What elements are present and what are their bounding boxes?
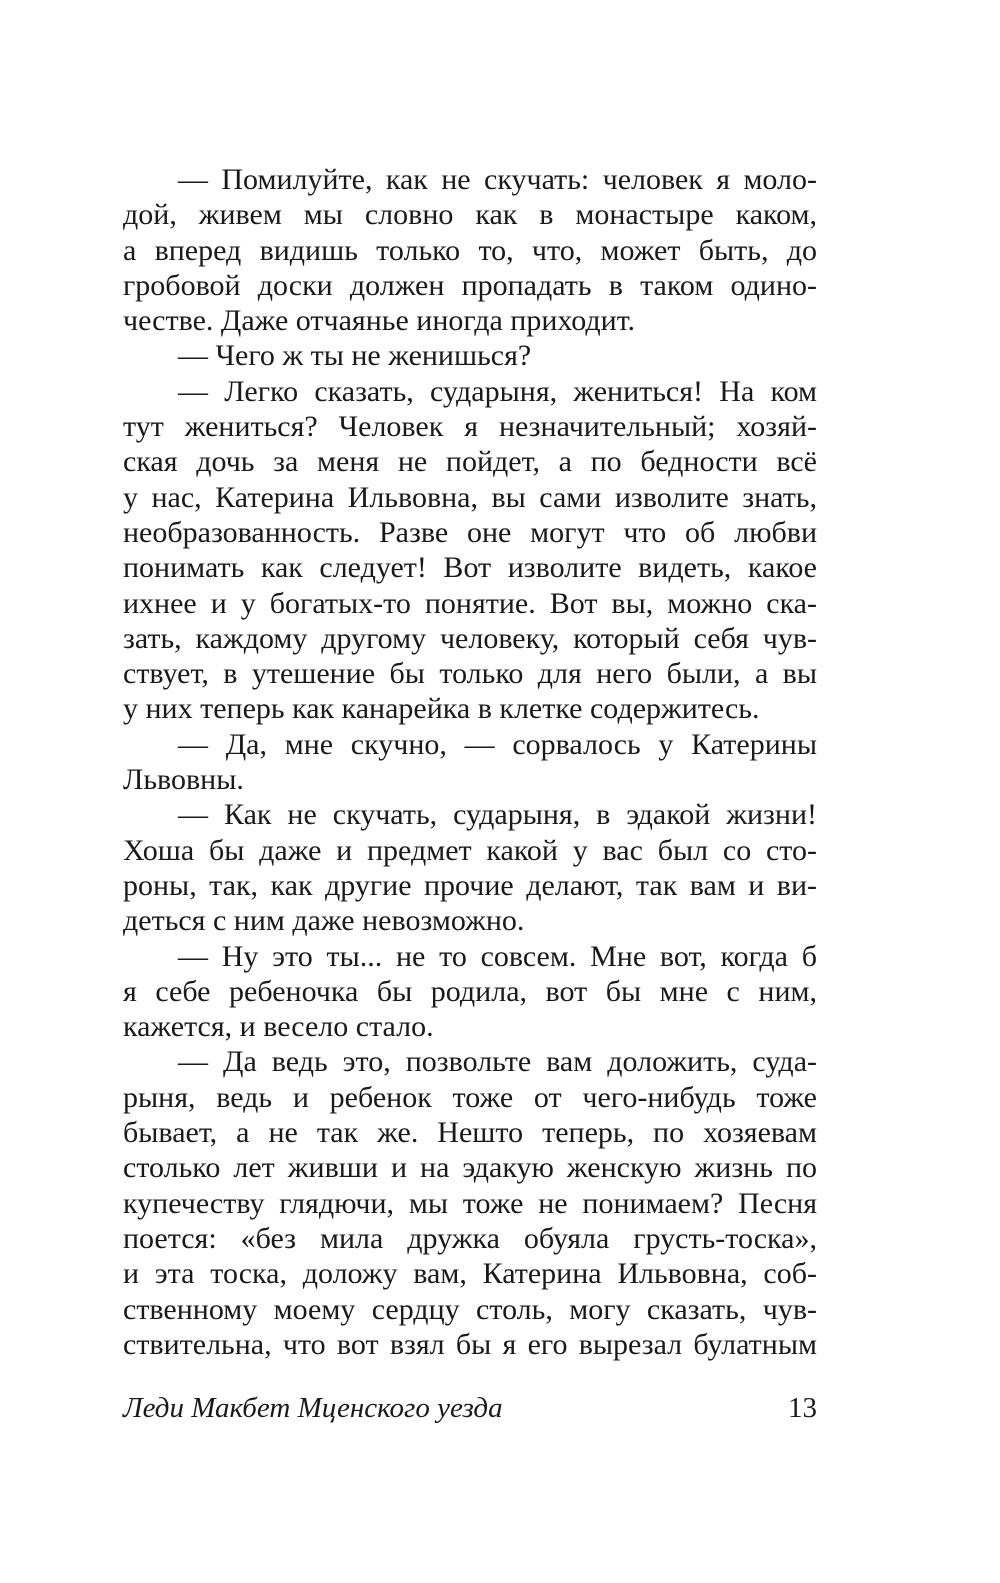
text-line: купечеству глядючи, мы тоже не понимаем? Песня <box>123 1186 817 1220</box>
text-line: кажется, и весело стало. <box>123 1010 434 1044</box>
text-line: бывает, а не так же. Нешто теперь, по хозяевам <box>123 1116 817 1150</box>
text-line: у нас, Катерина Ильвовна, вы сами изволите знать, <box>123 480 817 514</box>
text-line: честве. Даже отчаянье иногда приходит. <box>123 304 636 338</box>
text-line: я себе ребеночка бы родила, вот бы мне с ним, <box>123 974 817 1008</box>
text-line: ствует, в утешение бы только для него были, а вы <box>123 657 817 691</box>
text-line: — Легко сказать, сударыня, жениться! На ком <box>178 374 817 408</box>
text-line: ственному моему сердцу столь, могу сказать, чув- <box>123 1292 817 1326</box>
page-number: 13 <box>788 1392 817 1424</box>
text-line: у них теперь как канарейка в клетке содержитесь. <box>123 692 760 726</box>
text-line: — Ну это ты... не то совсем. Мне вот, когда б <box>178 939 817 973</box>
page-body <box>123 162 817 1362</box>
text-line: зать, каждому другому человеку, который себя чув- <box>123 621 817 655</box>
text-line: Львовны. <box>123 763 244 797</box>
text-line: Хоша бы даже и предмет какой у вас был со сто- <box>123 833 817 867</box>
text-line: — Да ведь это, позвольте вам доложить, суда- <box>178 1045 817 1079</box>
text-line: — Помилуйте, как не скучать: человек я моло- <box>178 163 817 196</box>
text-line: тут жениться? Человек я незначительный; хозяй- <box>123 410 817 444</box>
text-line: ская дочь за меня не пойдет, а по бедности всё <box>123 445 817 479</box>
text-line: — Да, мне скучно, — сорвалось у Катерины <box>178 727 817 761</box>
text-line: гробовой доски должен пропадать в таком одино- <box>123 268 817 302</box>
text-line: роны, так, как другие прочие делают, так вам и ви- <box>123 868 817 902</box>
text-line: а вперед видишь только то, что, может быть, до <box>123 233 817 267</box>
text-line: — Чего ж ты не женишься? <box>178 339 532 373</box>
text-line: дой, живем мы словно как в монастыре каком, <box>123 198 817 232</box>
text-line: — Как не скучать, сударыня, в эдакой жизни! <box>178 798 817 832</box>
text-line: ствительна, что вот взял бы я его вырезал булатным <box>123 1327 817 1361</box>
text-line: понимать как следует! Вот изволите видеть, какое <box>123 551 817 585</box>
text-line: необразованность. Разве оне могут что об любви <box>123 515 817 549</box>
text-line: поется: «без мила дружка обуяла грусть-тоска», <box>123 1221 817 1255</box>
page-footer <box>123 1388 817 1428</box>
text-line: и эта тоска, доложу вам, Катерина Ильвовна, соб- <box>123 1257 817 1291</box>
text-line: деться с ним даже невозможно. <box>123 904 525 938</box>
text-line: ихнее и у богатых-то понятие. Вот вы, можно ска- <box>123 586 817 620</box>
text-line: столько лет живши и на эдакую женскую жизнь по <box>123 1151 817 1185</box>
text-line: рыня, ведь и ребенок тоже от чего-нибудь тоже <box>123 1080 817 1114</box>
running-title: Леди Макбет Мценского уезда <box>123 1392 503 1424</box>
